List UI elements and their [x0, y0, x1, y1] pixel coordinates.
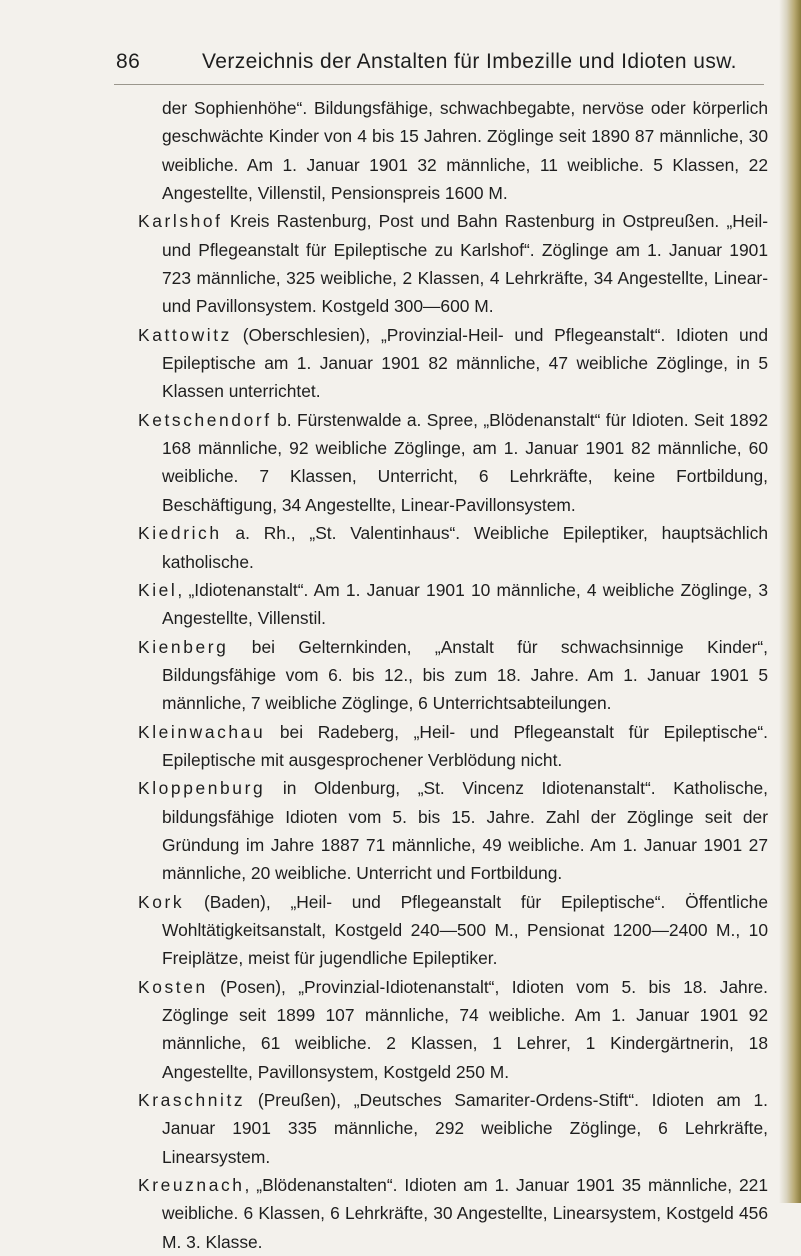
- entry-kork: [138, 888, 768, 973]
- entry-place: Kattowitz: [138, 324, 232, 345]
- entry-text: a. Rh., „St. Valentinhaus“. Weibliche Epileptiker, hauptsächlich katholische.: [162, 523, 768, 572]
- entry-kattowitz: [138, 321, 768, 406]
- directory-text: [138, 94, 768, 1256]
- entry-place: Kreuznach: [138, 1175, 245, 1196]
- entry-text: b. Fürstenwalde a. Spree, „Blödenanstalt“ für Idioten. Seit 1892 168 männliche, 92 weibliche Zöglinge, am 1. Januar 1901 82 männliche, 60 weibliche. 7 Klassen, Unterricht, 6 Lehrkräfte, keine Fortbildung, Beschäftigung, 34 Angestellte, Linear-Pavillonsystem.: [162, 409, 768, 515]
- entry-karlshof: [138, 207, 768, 320]
- running-head: Verzeichnis der Anstalten für Imbezille und Idioten usw.: [202, 50, 737, 73]
- entry-text: Kreis Rastenburg, Post und Bahn Rastenburg in Ostpreußen. „Heil- und Pflegeanstalt für Epileptische zu Karlshof“. Zöglinge am 1. Januar 1901 723 männliche, 325 weibliche, 2 Klassen, 4 Lehrkräfte, 34 Angestellte, Linear- und Pavillonsystem. Kostgeld 300—600 M.: [162, 211, 768, 317]
- entry-text: , „Idiotenanstalt“. Am 1. Januar 1901 10 männliche, 4 weibliche Zöglinge, 3 Angestellte, Villenstil.: [162, 579, 768, 629]
- entry-sophienhoehe: [138, 94, 768, 207]
- entry-kreuznach: [138, 1171, 768, 1256]
- entry-kloppenburg: [138, 774, 768, 887]
- page-number: 86: [116, 50, 141, 73]
- entry-text: der Sophienhöhe“. Bildungsfähige, schwachbegabte, nervöse oder körperlich geschwächte Kinder von 4 bis 15 Jahren. Zöglinge seit 1890 87 männliche, 30 weibliche. Am 1. Januar 1901 32 männliche, 11 weibliche. 5 Klassen, 22 Angestellte, Villenstil, Pensionspreis 1600 M.: [162, 98, 768, 204]
- entry-place: Kleinwachau: [138, 721, 266, 742]
- entry-text: (Posen), „Provinzial-Idiotenanstalt“, Idioten vom 5. bis 18. Jahre. Zöglinge seit 1899 107 männliche, 74 weibliche. Am 1. Januar 1901 92 männliche, 61 weibliche. 2 Klassen, 1 Lehrer, 1 Kindergärtnerin, 18 Angestellte, Pavillonsystem, Kostgeld 250 M.: [162, 976, 768, 1082]
- page-edge: [779, 0, 801, 1203]
- entry-ketschendorf: [138, 406, 768, 519]
- entry-text: (Oberschlesien), „Provinzial-Heil- und Pflegeanstalt“. Idioten und Epileptische am 1. Januar 1901 82 männliche, 47 weibliche Zöglinge, in 5 Klassen unterrichtet.: [162, 324, 768, 402]
- entry-text: bei Gelternkinden, „Anstalt für schwachsinnige Kinder“, Bildungsfähige vom 6. bis 12., bis zum 18. Jahre. Am 1. Januar 1901 5 männliche, 7 weibliche Zöglinge, 6 Unterrichtsabteilungen.: [162, 636, 768, 714]
- entry-place: Kraschnitz: [138, 1090, 246, 1111]
- entry-text: , „Blödenanstalten“. Idioten am 1. Januar 1901 35 männliche, 221 weibliche. 6 Klassen, 6 Lehrkräfte, 30 Angestellte, Linearsystem, Kostgeld 456 M. 3. Klasse.: [162, 1175, 768, 1252]
- entry-place: Ketschendorf: [138, 409, 272, 430]
- entry-place: Kienberg: [138, 636, 229, 657]
- entry-kiedrich: [138, 519, 768, 576]
- entry-kiel: [138, 576, 768, 633]
- entry-place: Kiel: [138, 579, 178, 600]
- entry-place: Kork: [138, 891, 185, 912]
- entry-place: Karlshof: [138, 211, 223, 232]
- entry-kienberg: [138, 633, 768, 718]
- entry-place: Kloppenburg: [138, 778, 266, 799]
- entry-text: (Baden), „Heil- und Pflegeanstalt für Epileptische“. Öffentliche Wohltätigkeitsanstalt, Kostgeld 240—500 M., Pensionat 1200—2400 M., 10 Freiplätze, meist für jugendliche Epileptiker.: [162, 891, 768, 969]
- entry-text: bei Radeberg, „Heil- und Pflegeanstalt für Epileptische“. Epileptische mit ausgesprochener Verblödung nicht.: [162, 721, 768, 770]
- page-header: [116, 50, 736, 82]
- entry-kraschnitz: [138, 1086, 768, 1171]
- entry-place: Kosten: [138, 976, 208, 997]
- entry-text: (Preußen), „Deutsches Samariter-Ordens-Stift“. Idioten am 1. Januar 1901 335 männliche, 292 weibliche Zöglinge, 6 Lehrkräfte, Linearsystem.: [162, 1090, 768, 1167]
- entry-kosten: [138, 973, 768, 1086]
- header-rule: [114, 84, 764, 85]
- entry-place: Kiedrich: [138, 523, 222, 544]
- entry-kleinwachau: [138, 718, 768, 775]
- entry-text: in Oldenburg, „St. Vincenz Idiotenanstalt“. Katholische, bildungsfähige Idioten vom 5. bis 15. Jahre. Zahl der Zöglinge seit der Gründung im Jahre 1887 71 männliche, 49 weibliche. Am 1. Januar 1901 27 männliche, 20 weibliche. Unterricht und Fortbildung.: [162, 778, 768, 884]
